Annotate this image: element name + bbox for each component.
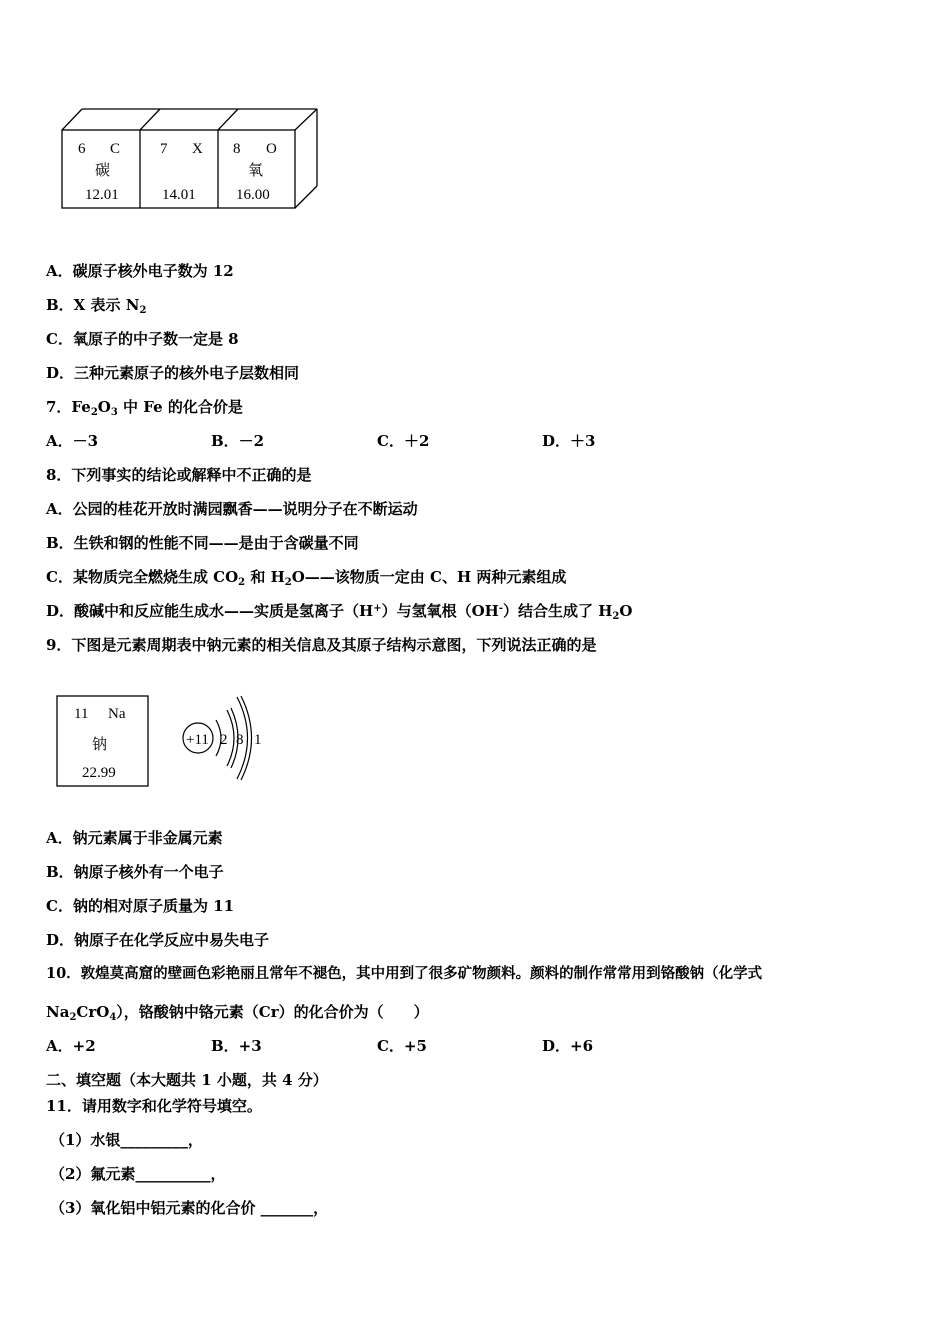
q11-item-2: （2）氟元素__________，	[50, 1165, 226, 1183]
q6-option-c: C．氧原子的中子数一定是 8	[46, 330, 239, 348]
cell-o-number: 8	[233, 141, 241, 157]
q8-stem: 8．下列事实的结论或解释中不正确的是	[46, 466, 312, 484]
cell-o-mass: 16.00	[236, 187, 270, 203]
sodium-element-card	[56, 695, 152, 789]
q10-option-a: A．+2	[46, 1037, 96, 1055]
cell-o-symbol: O	[266, 141, 277, 157]
q11-item-1: （1）水银_________，	[50, 1131, 203, 1149]
section-heading-fill-in: 二、填空题（本大题共 1 小题，共 4 分）	[46, 1071, 328, 1089]
q11-stem: 11．请用数字和化学符号填空。	[46, 1097, 262, 1115]
q9-option-b: B．钠原子核外有一个电子	[46, 863, 224, 881]
na-mass: 22.99	[82, 765, 116, 781]
q8-option-b: B．生铁和钢的性能不同——是由于含碳量不同	[46, 534, 359, 552]
cell-c-number: 6	[78, 141, 86, 157]
na-shell-2: 8	[236, 732, 244, 748]
q6-option-a: A．碳原子核外电子数为 12	[46, 262, 234, 280]
periodic-table-strip	[58, 104, 326, 214]
na-symbol: Na	[108, 706, 126, 722]
q10-stem-line2: $Na_2CrO_4$），铬酸钠中铬元素（Cr）的化合价为（ ）	[46, 1003, 429, 1023]
q9-option-a: A．钠元素属于非金属元素	[46, 829, 223, 847]
q7-option-d: D．＋3	[542, 432, 596, 450]
q10-option-c: C．+5	[377, 1037, 427, 1055]
q10-option-d: D．+6	[542, 1037, 594, 1055]
cell-x-number: 7	[160, 141, 168, 157]
na-number: 11	[74, 706, 89, 722]
cell-x-mass: 14.01	[162, 187, 196, 203]
cell-c-name: 碳	[95, 163, 111, 179]
q8-option-c: C．某物质完全燃烧生成 $CO_2$ 和 $H_2O——$该物质一定由 C、H 两种元素组成	[46, 568, 567, 588]
cell-o-name: 氧	[248, 163, 264, 179]
q6-option-d: D．三种元素原子的核外电子层数相同	[46, 364, 300, 382]
cell-c-mass: 12.01	[85, 187, 119, 203]
q8-option-a: A．公园的桂花开放时满园飘香——说明分子在不断运动	[46, 500, 418, 518]
na-nucleus-charge: +11	[186, 732, 209, 748]
q7-option-b: B．－2	[211, 432, 265, 450]
q7-stem: 7．$Fe_2O_3$ 中 Fe 的化合价是	[46, 398, 243, 418]
q10-stem-line1: 10．敦煌莫高窟的壁画色彩艳丽且常年不褪色，其中用到了很多矿物颜料。颜料的制作常常用到铬酸钠（化学式	[46, 965, 763, 982]
na-name: 钠	[92, 737, 108, 753]
q9-stem: 9．下图是元素周期表中钠元素的相关信息及其原子结构示意图，下列说法正确的是	[46, 636, 597, 654]
q8-option-d: D．酸碱中和反应能生成水——实质是氢离子（H+）与氢氧根（OH-）结合生成了 $H_2O$	[46, 602, 633, 622]
q7-option-a: A．－3	[46, 432, 99, 450]
na-shell-1: 2	[220, 732, 228, 748]
q10-option-b: B．+3	[211, 1037, 262, 1055]
cell-c-symbol: C	[110, 141, 121, 157]
cell-x-symbol: X	[192, 141, 203, 157]
q9-option-c: C．钠的相对原子质量为 11	[46, 897, 235, 915]
q6-option-b: B．X 表示 $N_2$	[46, 296, 147, 316]
q11-item-3: （3）氧化铝中铝元素的化合价 _______，	[50, 1199, 329, 1217]
sodium-atom-structure-diagram	[178, 680, 274, 794]
q7-option-c: C．＋2	[377, 432, 430, 450]
q9-option-d: D．钠原子在化学反应中易失电子	[46, 931, 270, 949]
na-shell-3: 1	[254, 732, 262, 748]
